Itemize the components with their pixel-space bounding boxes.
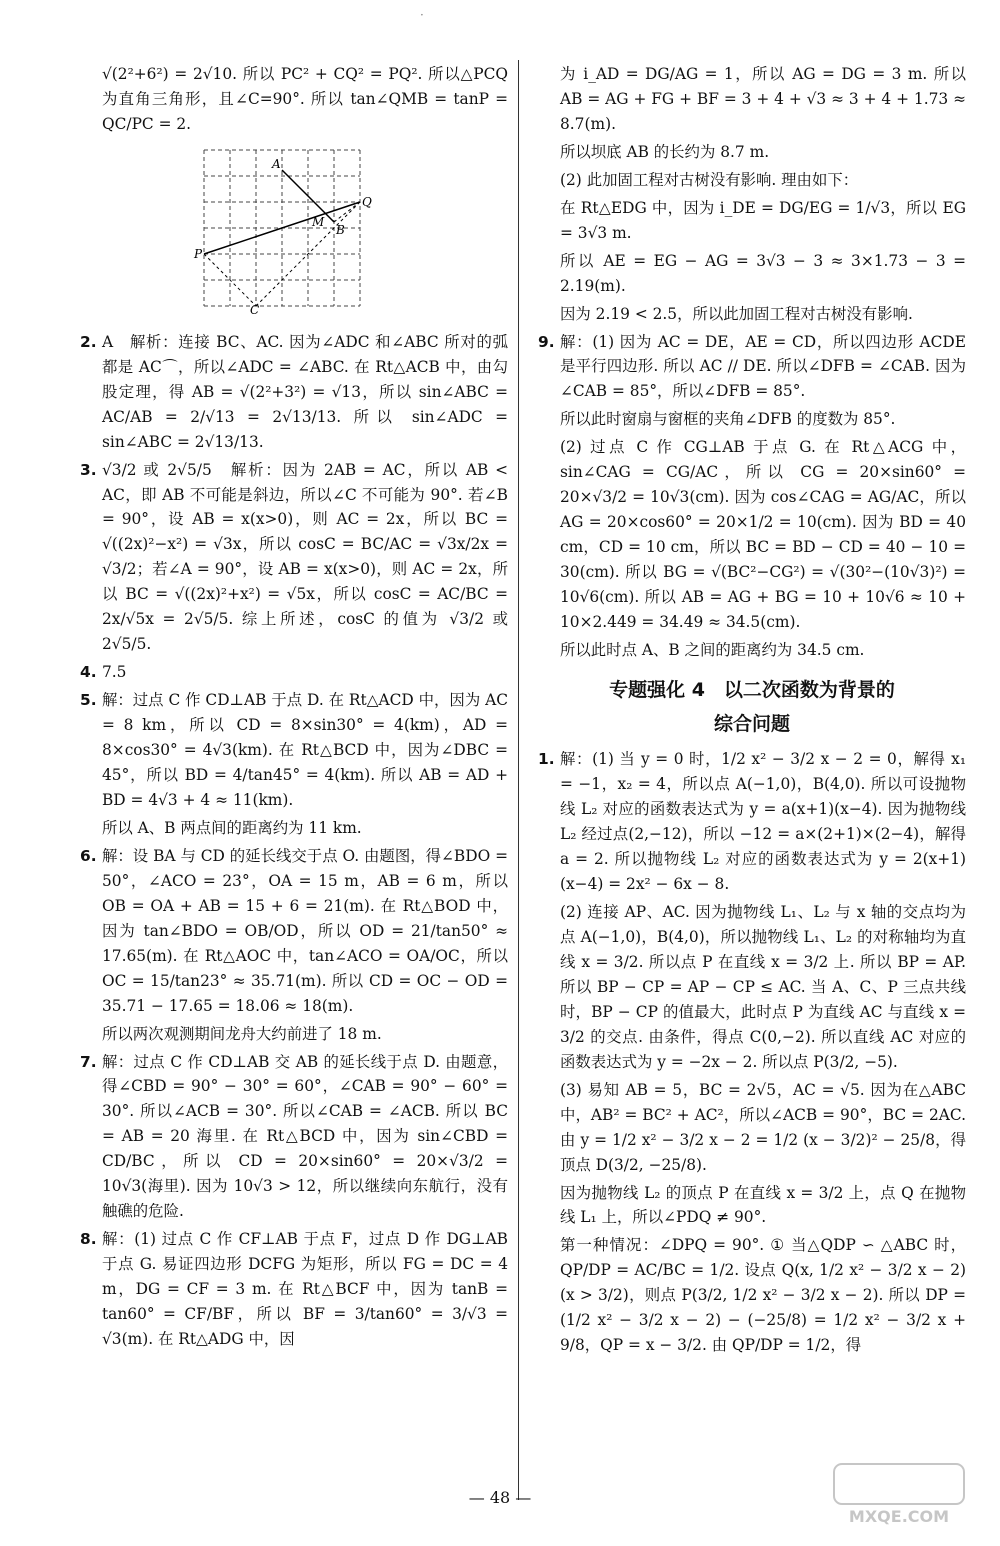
item-number: 8. bbox=[80, 1230, 97, 1249]
item-text: (2) 此加固工程对古树没有影响. 理由如下： bbox=[560, 170, 859, 189]
item-text: 因为抛物线 L₂ 的顶点 P 在直线 x = 3/2 上，点 Q 在抛物线 L₁ 上，所以∠PDQ ≠ 90°. bbox=[560, 1183, 966, 1227]
item-text: 因为 2.19 < 2.5，所以此加固工程对古树没有影响. bbox=[560, 304, 913, 323]
item-text: 为 i_AD = DG/AG = 1，所以 AG = DG = 3 m. 所以 AB = AG + FG + BF = 3 + 4 + √3 ≈ 3 + 4 + 1.73 ≈ 8.7(m). bbox=[560, 65, 966, 133]
answer-item bbox=[80, 330, 508, 455]
watermark-logo bbox=[824, 1460, 974, 1530]
item-text: 解：过点 C 作 CD⊥AB 交 AB 的延长线于点 D. 由题意，得∠CBD = 90° − 30° = 60°，∠CAB = 90° − 60° = 30°. 所以∠ACB = 30°. 所以∠CAB = ∠ACB. 所以 BC = AB = 20 海里. 在 Rt△BCD 中，因为 sin∠CBD = CD/BC，所以 CD = 20×sin60° = 20×√3/2 = 10√3(海里). 因为 10√3 > 12，所以继续向东航行，没有触礁的危险. bbox=[102, 1052, 508, 1221]
item-text: 在 Rt△EDG 中，因为 i_DE = DG/EG = 1/√3，所以 EG = 3√3 m. bbox=[560, 198, 966, 242]
item-number: 4. bbox=[80, 663, 97, 682]
section-heading bbox=[538, 673, 966, 741]
answer-item bbox=[538, 302, 966, 327]
item-number: 1. bbox=[538, 750, 555, 769]
answer-item bbox=[538, 1181, 966, 1231]
answer-item bbox=[80, 660, 508, 685]
item-number: 7. bbox=[80, 1052, 97, 1071]
answer-item bbox=[538, 1078, 966, 1178]
answer-item bbox=[80, 844, 508, 1019]
answer-item bbox=[538, 330, 966, 405]
item-number: 9. bbox=[538, 332, 555, 351]
label-q: Q bbox=[362, 194, 372, 209]
item-text: 7.5 bbox=[102, 663, 127, 682]
answer-item bbox=[538, 638, 966, 663]
item-text: 解：(1) 当 y = 0 时，1/2 x² − 3/2 x − 2 = 0，解得 x₁ = −1，x₂ = 4，所以点 A(−1,0)，B(4,0). 所以可设抛物线 L₂ 对应的函数表达式为 y = a(x+1)(x−4). 因为抛物线 L₂ 经过点(2,−12)，所以 −12 = a×(2+1)×(2−4)，解得 a = 2. 所以抛物线 L₂ 对应的函数表达式为 y = 2(x+1)(x−4) = 2x² − 6x − 8. bbox=[560, 750, 966, 894]
item-text: √3/2 或 2√5/5 解析：因为 2AB = AC，所以 AB < AC，即 AB 不可能是斜边，所以∠C 不可能为 90°. 若∠B = 90°，设 AB = x(x>0)，则 AC = 2x，所以 BC = √((2x)²−x²) = √3x，所以 cosC = BC/AC = √3x/2x = √3/2；若∠A = 90°，设 AB = x(x>0)，则 AC = 2x，所以 BC = √((2x)²+x²) = √5x，所以 cosC = AC/BC = 2x/√5x = 2√5/5. 综上所述，cosC 的值为 √3/2 或 2√5/5. bbox=[102, 460, 508, 654]
item-text: 所以两次观测期间龙舟大约前进了 18 m. bbox=[102, 1024, 382, 1043]
answer-item bbox=[538, 900, 966, 1075]
answer-item bbox=[80, 1050, 508, 1225]
item-text: 解：过点 C 作 CD⊥AB 于点 D. 在 Rt△ACD 中，因为 AC = 8 km，所以 CD = 8×sin30° = 4(km)，AD = 8×cos30° = 4√3(km). 在 Rt△BCD 中，因为∠DBC = 45°，所以 BD = 4/tan45° = 4(km). 所以 AB = AD + BD = 4√3 + 4 ≈ 11(km). bbox=[102, 691, 508, 809]
answer-item bbox=[538, 249, 966, 299]
item-text: 所以 AE = EG − AG = 3√3 − 3 ≈ 3×1.73 − 3 = 2.19(m). bbox=[560, 251, 966, 295]
answer-item bbox=[80, 458, 508, 658]
page-number: — 48 — bbox=[468, 1488, 532, 1507]
segment-bq bbox=[334, 202, 360, 222]
item-text: (2) 连接 AP、AC. 因为抛物线 L₁、L₂ 与 x 轴的交点均为点 A(−1,0)，B(4,0)，所以抛物线 L₁、L₂ 的对称轴均为直线 x = 3/2. 所以点 P 在直线 x = 3/2 上. 所以 BP = AP. 所以 BP − CP = AP − CP ≤ AC. 当 A、C、P 三点共线时，BP − CP 的值最大，此时点 P 为直线 AC 与直线 x = 3/2 的交点. 由条件，得点 C(0,−2). 所以直线 AC 对应的函数表达式为 y = −2x − 2. 所以点 P(3/2, −5). bbox=[560, 903, 966, 1071]
section-title-line2: 综合问题 bbox=[713, 713, 790, 736]
answer-item bbox=[80, 1022, 508, 1047]
item-number: 5. bbox=[80, 691, 97, 710]
item-text: 解：(1) 过点 C 作 CF⊥AB 于点 F，过点 D 作 DG⊥AB 于点 G. 易证四边形 DCFG 为矩形，所以 FG = DC = 4 m，DG = CF = 3 m. 在 Rt△BCF 中，因为 tanB = tan60° = CF/BF，所以 BF = 3/tan60° = 3/√3 = √3(m). 在 Rt△ADG 中，因 bbox=[102, 1230, 508, 1348]
answer-item bbox=[538, 435, 966, 635]
item-number: 2. bbox=[80, 332, 97, 351]
answer-item bbox=[538, 168, 966, 193]
answer-item bbox=[538, 747, 966, 897]
column-divider bbox=[518, 60, 519, 1500]
item-text: A 解析：连接 BC、AC. 因为∠ADC 和∠ABC 所对的弧都是 AC⌒，所以∠ADC = ∠ABC. 在 Rt△ACB 中，由勾股定理，得 AB = √(2²+3²) = √13，所以 sin∠ABC = AC/AB = 2/√13 = 2√13/13. 所以 sin∠ADC = sin∠ABC = 2√13/13. bbox=[102, 332, 508, 451]
item-text: 解：(1) 因为 AC = DE，AE = CD，所以四边形 ACDE 是平行四边形. 所以 AC // DE. 所以∠DFB = ∠CAB. 因为∠CAB = 85°，所以∠DFB = 85°. bbox=[560, 332, 966, 401]
label-p: P bbox=[194, 246, 203, 261]
label-c: C bbox=[250, 302, 260, 317]
item-text: (2) 过点 C 作 CG⊥AB 于点 G. 在 Rt△ACG 中，sin∠CAG = CG/AC，所以 CG = 20×sin60° = 20×√3/2 = 10√3(cm). 因为 cos∠CAG = AG/AC，所以 AG = 20×cos60° = 20×1/2 = 10(cm). 因为 BD = 40 cm，CD = 10 cm，所以 BC = BD − CD = 40 − 10 = 30(cm). 所以 BG = √(BC²−CG²) = √(30²−(10√3)²) = 10√6(cm). 所以 AB = AG + BG = 10 + 10√6 ≈ 10 + 10×2.449 = 34.49 ≈ 34.5(cm). bbox=[560, 438, 966, 632]
answer-item bbox=[80, 816, 508, 841]
section-title-line1: 专题强化 4 以二次函数为背景的 bbox=[609, 678, 895, 701]
grid-figure bbox=[194, 144, 382, 317]
answer-item bbox=[538, 140, 966, 165]
item-text: 所以此时窗扇与窗框的夹角∠DFB 的度数为 85°. bbox=[560, 410, 896, 429]
answer-item bbox=[538, 196, 966, 246]
item-text: √(2²+6²) = 2√10. 所以 PC² + CQ² = PQ². 所以△PCQ 为直角三角形，且∠C=90°. 所以 tan∠QMB = tanP = QC/PC = 2. bbox=[102, 65, 508, 133]
label-m: M bbox=[312, 214, 325, 229]
right-column bbox=[538, 62, 966, 1361]
item-text: 所以此时点 A、B 之间的距离约为 34.5 cm. bbox=[560, 640, 865, 659]
top-mark: · bbox=[420, 8, 424, 22]
left-column bbox=[80, 62, 508, 1355]
watermark-text: MXQE.COM bbox=[848, 1507, 950, 1526]
item-number: 6. bbox=[80, 846, 97, 865]
item-number: 3. bbox=[80, 460, 97, 479]
answer-item bbox=[538, 1233, 966, 1358]
item-text: 第一种情况：∠DPQ = 90°. ① 当△QDP ∽ △ABC 时，QP/DP = AC/BC = 1/2. 设点 Q(x, 1/2 x² − 3/2 x − 2)(x > 3/2)，则点 P(3/2, 1/2 x² − 3/2 x − 2). 所以 DP = (1/2 x² − 3/2 x − 2) − (−25/8) = 1/2 x² − 3/2 x + 9/8，QP = x − 3/2. 由 QP/DP = 1/2，得 bbox=[560, 1236, 966, 1355]
label-a: A bbox=[272, 156, 281, 171]
item-text: (3) 易知 AB = 5，BC = 2√5，AC = √5. 因为在△ABC 中，AB² = BC² + AC²，所以∠ACB = 90°，BC = 2AC. 由 y = 1/2 x² − 3/2 x − 2 = 1/2 (x − 3/2)² − 25/8，得顶点 D(3/2, −25/8). bbox=[560, 1080, 966, 1174]
item-text: 所以 A、B 两点间的距离约为 11 km. bbox=[102, 818, 362, 837]
item-text: 所以坝底 AB 的长约为 8.7 m. bbox=[560, 142, 770, 161]
item-text: 解：设 BA 与 CD 的延长线交于点 O. 由题图，得∠BDO = 50°，∠ACO = 23°，OA = 15 m，AB = 6 m，所以 OB = OA + AB = 15 + 6 = 21(m). 在 Rt△BOD 中，因为 tan∠BDO = OB/OD，所以 OD = 21/tan50° ≈ 17.65(m). 在 Rt△AOC 中，tan∠ACO = OA/OC，所以 OC = 15/tan23° ≈ 35.71(m). 所以 CD = OC − OD = 35.71 − 17.65 = 18.06 ≈ 18(m). bbox=[102, 846, 508, 1015]
answer-item bbox=[80, 688, 508, 813]
answer-item bbox=[80, 62, 508, 137]
label-b: B bbox=[336, 222, 345, 237]
answer-item bbox=[538, 407, 966, 432]
answer-item bbox=[80, 1227, 508, 1352]
answer-item bbox=[538, 62, 966, 137]
